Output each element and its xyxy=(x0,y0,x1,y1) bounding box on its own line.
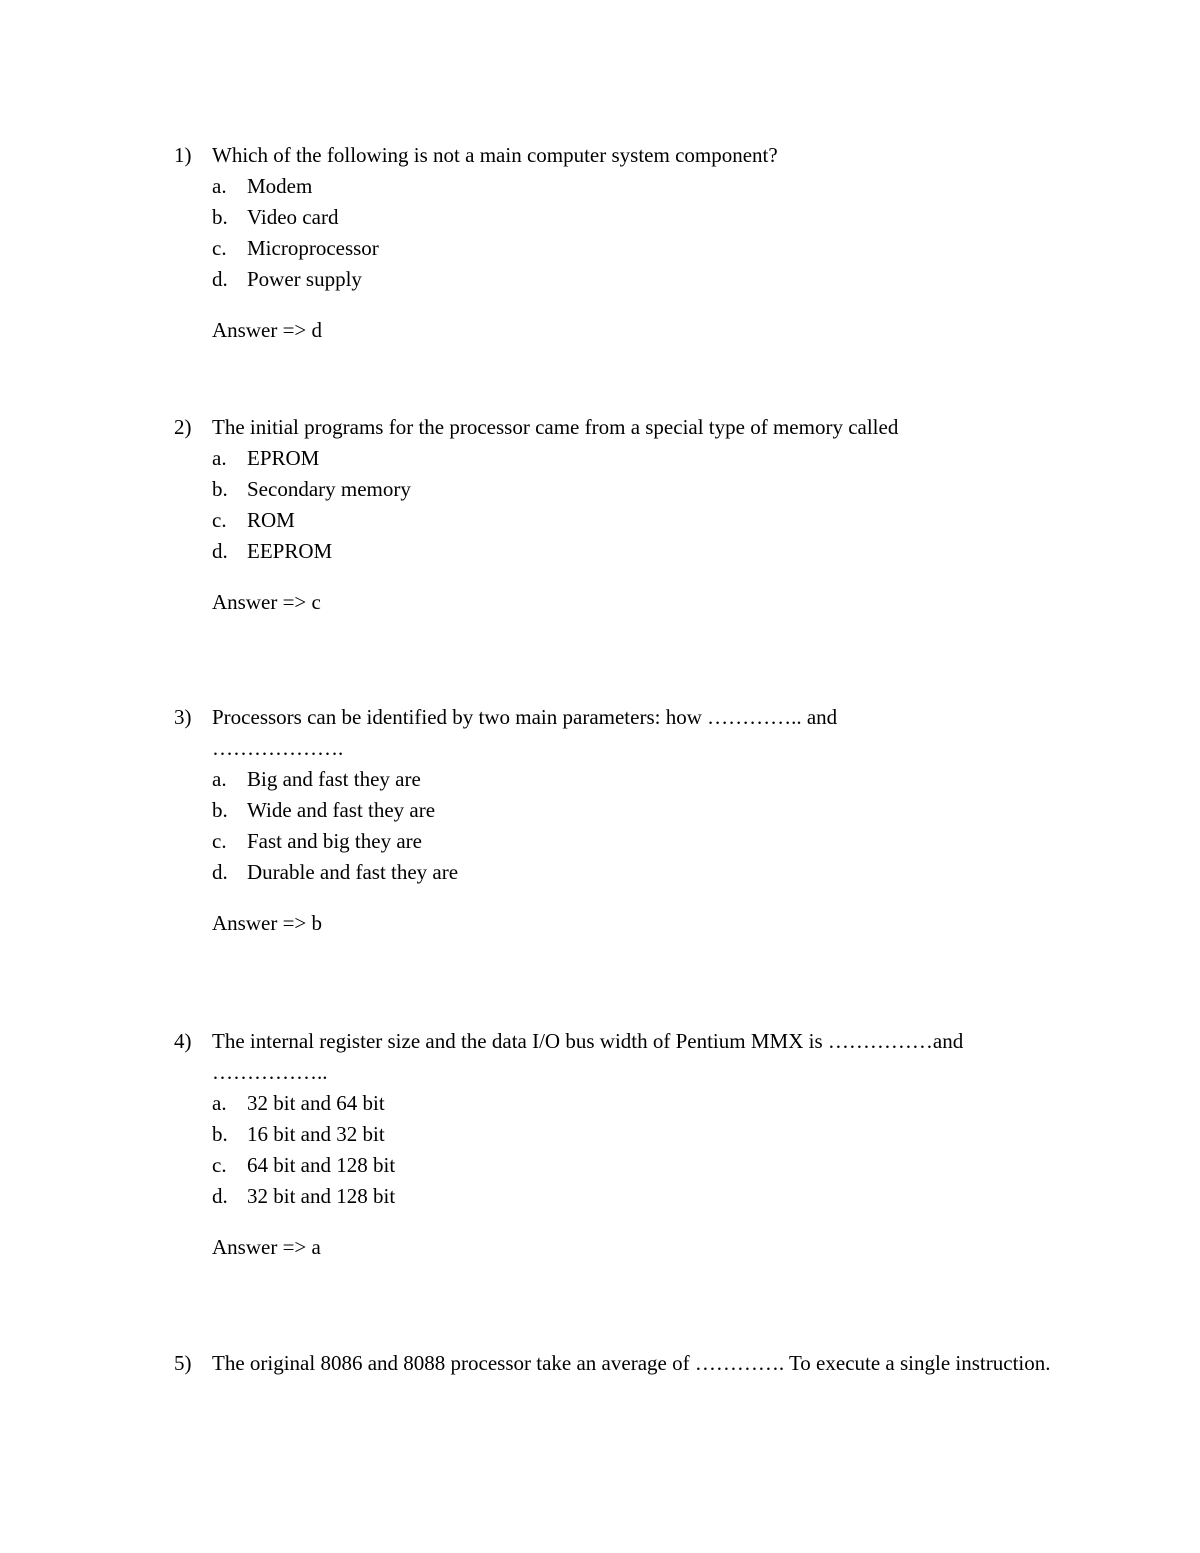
option-text: Durable and fast they are xyxy=(247,860,459,884)
option-letter: a. xyxy=(212,174,227,198)
answer-line: Answer => b xyxy=(212,911,323,935)
option-a xyxy=(212,171,1074,202)
question-number: 3) xyxy=(174,705,192,729)
options-list xyxy=(212,171,1074,295)
option-c xyxy=(212,233,1074,264)
option-text: Microprocessor xyxy=(247,236,379,260)
option-a xyxy=(212,764,934,795)
option-letter: a. xyxy=(212,767,227,791)
question-5 xyxy=(174,1348,1074,1379)
question-number: 4) xyxy=(174,1029,192,1053)
question-text: Processors can be identified by two main parameters: how ………….. and ………………. xyxy=(212,705,838,760)
option-letter: a. xyxy=(212,446,227,470)
question-number: 1) xyxy=(174,143,192,167)
option-b xyxy=(212,202,1074,233)
question-text: The internal register size and the data I/O bus width of Pentium MMX is ……………and …………….. xyxy=(212,1029,964,1084)
option-text: 64 bit and 128 bit xyxy=(247,1153,396,1177)
option-d xyxy=(212,1181,1074,1212)
option-letter: d. xyxy=(212,267,228,291)
option-letter: c. xyxy=(212,829,227,853)
options-list xyxy=(212,1088,1074,1212)
option-letter: b. xyxy=(212,205,228,229)
option-letter: c. xyxy=(212,508,227,532)
question-3 xyxy=(174,702,934,939)
option-text: 16 bit and 32 bit xyxy=(247,1122,385,1146)
option-text: Power supply xyxy=(247,267,362,291)
option-text: 32 bit and 128 bit xyxy=(247,1184,396,1208)
option-letter: c. xyxy=(212,1153,227,1177)
answer-line: Answer => a xyxy=(212,1235,321,1259)
question-text: Which of the following is not a main computer system component? xyxy=(212,143,778,167)
option-b xyxy=(212,795,934,826)
option-letter: d. xyxy=(212,539,228,563)
option-text: 32 bit and 64 bit xyxy=(247,1091,385,1115)
option-b xyxy=(212,1119,1074,1150)
option-d xyxy=(212,536,1074,567)
option-c xyxy=(212,505,1074,536)
option-text: ROM xyxy=(247,508,295,532)
option-letter: b. xyxy=(212,798,228,822)
option-text: Modem xyxy=(247,174,313,198)
option-letter: c. xyxy=(212,236,227,260)
option-text: EPROM xyxy=(247,446,320,470)
options-list xyxy=(212,443,1074,567)
option-letter: b. xyxy=(212,477,228,501)
option-text: Wide and fast they are xyxy=(247,798,436,822)
answer-line: Answer => c xyxy=(212,590,321,614)
options-list xyxy=(212,764,934,888)
question-1 xyxy=(174,140,1074,346)
option-a xyxy=(212,1088,1074,1119)
option-text: Video card xyxy=(247,205,339,229)
option-text: Secondary memory xyxy=(247,477,411,501)
question-4 xyxy=(174,1026,1074,1263)
option-a xyxy=(212,443,1074,474)
question-text: The original 8086 and 8088 processor take an average of …………. To execute a single instruction. xyxy=(212,1351,1051,1375)
question-number: 2) xyxy=(174,415,192,439)
option-text: Big and fast they are xyxy=(247,767,421,791)
option-d xyxy=(212,264,1074,295)
option-letter: a. xyxy=(212,1091,227,1115)
option-d xyxy=(212,857,934,888)
option-text: EEPROM xyxy=(247,539,333,563)
answer-line: Answer => d xyxy=(212,318,323,342)
option-text: Fast and big they are xyxy=(247,829,422,853)
question-2 xyxy=(174,412,1074,618)
option-c xyxy=(212,826,934,857)
option-letter: d. xyxy=(212,860,228,884)
question-number: 5) xyxy=(174,1351,192,1375)
question-text: The initial programs for the processor came from a special type of memory called xyxy=(212,415,899,439)
option-b xyxy=(212,474,1074,505)
option-letter: d. xyxy=(212,1184,228,1208)
option-letter: b. xyxy=(212,1122,228,1146)
option-c xyxy=(212,1150,1074,1181)
